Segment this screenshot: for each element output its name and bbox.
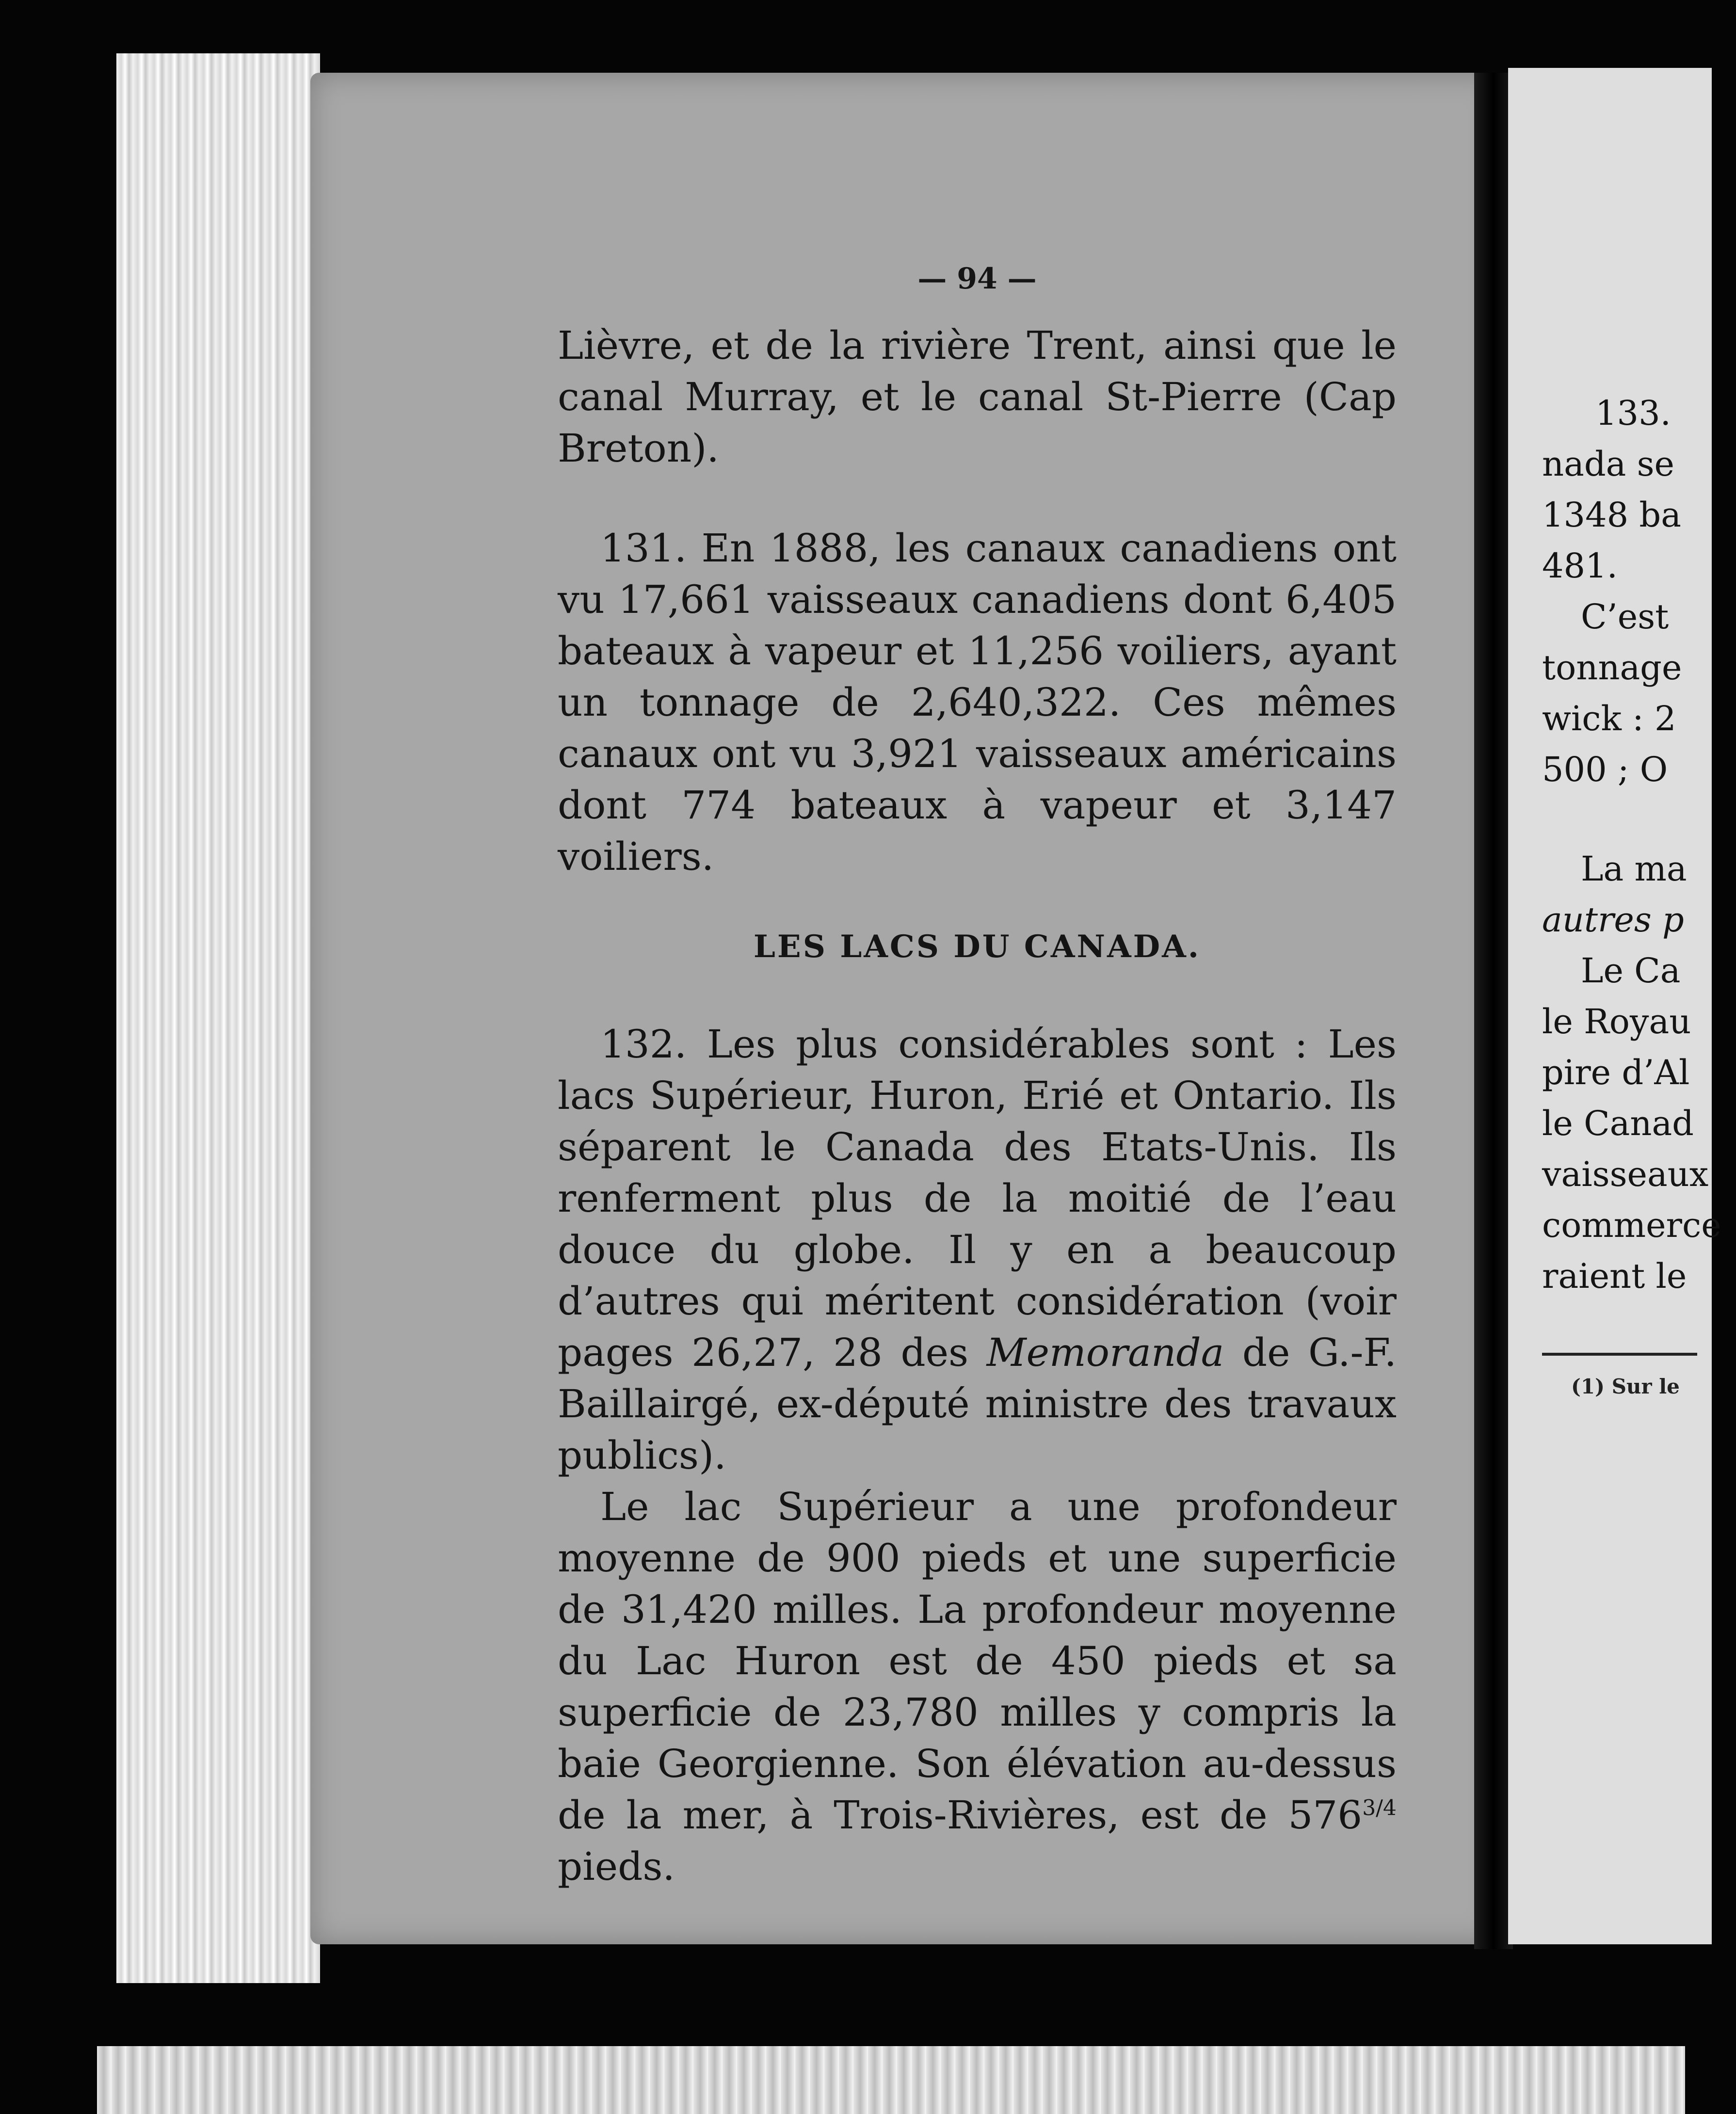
paragraph-132-text: 132. Les plus considérables sont : Les lacs Supérieur, Huron, Erié et Ontario. Ils séparent le Canada des Etats-Unis. Ils renferment plus de la moitié de l’eau douce du globe. Il y en a beaucoup d’autres qui méritent considération (voir pages 26,27, 28 des	[558, 1022, 1397, 1375]
right-line: 500 ; O	[1542, 750, 1668, 789]
right-line: tonnage	[1542, 648, 1682, 688]
right-line: C’est	[1581, 597, 1669, 637]
right-line: commerce	[1542, 1205, 1721, 1245]
paragraph-continued: Lièvre, et de la rivière Trent, ainsi que le canal Murray, et le canal St-Pierre (Cap Breton).	[558, 323, 1397, 471]
paragraph-lac-superieur-text: Le lac Supérieur a une profondeur moyenne de 900 pieds et une superficie de 31,420 milles. La profondeur moyenne du Lac Huron est de 450 pieds et sa superficie de 23,780 milles y compris la baie Georgienne. Son élévation au-dessus de la mer, à Trois-Rivières, est de 576	[558, 1484, 1397, 1838]
paragraph-131: 131. En 1888, les canaux canadiens ont vu 17,661 vaisseaux canadiens dont 6,405 bateaux à vapeur et 11,256 voiliers, ayant un tonnage de 2,640,322. Ces mêmes canaux ont vu 3,921 vaisseaux américains dont 774 bateaux à vapeur et 3,147 voiliers.	[558, 526, 1397, 879]
right-line: raient le	[1542, 1256, 1687, 1296]
right-page-text	[1542, 388, 1736, 1302]
right-line: pire d’Al	[1542, 1053, 1690, 1092]
bottom-page-edges	[97, 2046, 1685, 2114]
right-line: 1348 ba	[1542, 495, 1681, 535]
right-line: wick : 2	[1542, 699, 1676, 738]
right-footnote: (1) Sur le	[1571, 1375, 1680, 1398]
paragraph-132-end: de G.-F. Baillairgé, ex-député ministre des travaux publics).	[558, 1330, 1397, 1478]
page-number: — 94 —	[917, 262, 1037, 296]
left-page-text	[558, 252, 1397, 1892]
section-heading: LES LACS DU CANADA.	[753, 929, 1201, 965]
right-line: autres p	[1542, 900, 1684, 940]
right-line: 133.	[1595, 393, 1671, 433]
right-line: Le Ca	[1581, 951, 1681, 991]
right-line: La ma	[1581, 849, 1687, 889]
book-gutter	[1474, 73, 1513, 1949]
footnote-rule	[1542, 1353, 1697, 1356]
paragraph-132	[558, 1019, 1397, 1481]
page-edges	[116, 53, 320, 1983]
right-line: nada se	[1542, 444, 1674, 484]
memoranda-title: Memoranda	[986, 1330, 1224, 1375]
paragraph-lac-superieur	[558, 1481, 1397, 1892]
right-line: le Canad	[1542, 1104, 1694, 1143]
fraction-three-quarters: 3/4	[1362, 1795, 1397, 1821]
paragraph-lac-superieur-end: pieds.	[558, 1844, 675, 1889]
right-line: le Royau	[1542, 1002, 1691, 1041]
right-line: vaisseaux	[1542, 1154, 1709, 1194]
right-line: 481.	[1542, 546, 1618, 586]
